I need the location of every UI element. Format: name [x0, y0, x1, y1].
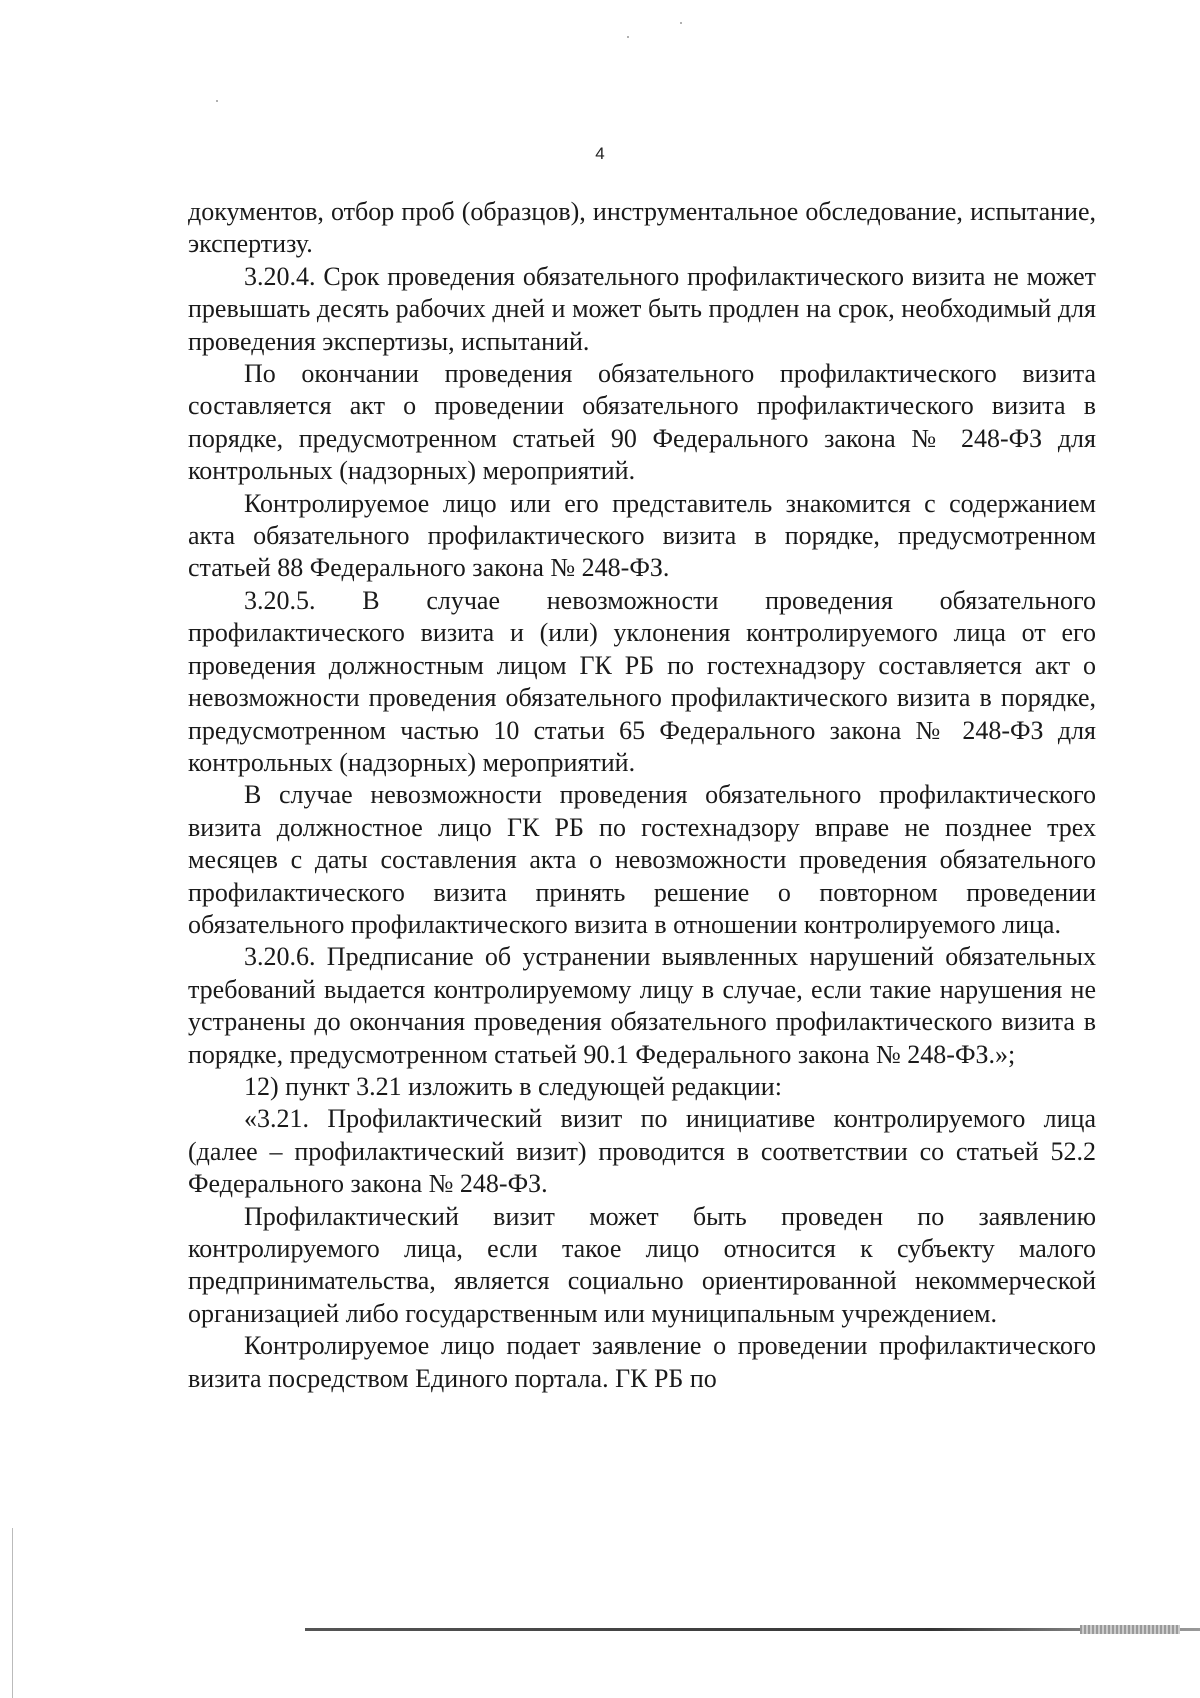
paragraph: По окончании проведения обязательного профилактического визита составляется акт о проведении обязательного профилактического визита в порядке, предусмотренном статьей 90 Федерального закона № 248-ФЗ для контрольных (надзорных) мероприятий.: [188, 359, 1096, 486]
scan-artifact-margin: [12, 1528, 13, 1698]
paragraph: документов, отбор проб (образцов), инструментальное обследование, испытание, экспертизу.: [188, 197, 1096, 259]
paragraph: Контролируемое лицо или его представитель знакомится с содержанием акта обязательного профилактического визита в порядке, предусмотренном статьей 88 Федерального закона № 248-ФЗ.: [188, 488, 1096, 583]
scan-speck: [680, 22, 682, 24]
paragraph: 3.20.4. Срок проведения обязательного профилактического визита не может превышать десять рабочих дней и может быть продлен на срок, необходимый для проведения экспертизы, испытаний.: [188, 261, 1096, 356]
paragraph: 12) пункт 3.21 изложить в следующей редакции:: [244, 1071, 782, 1101]
paragraph: «3.21. Профилактический визит по инициативе контролируемого лица (далее – профилактический визит) проводится в соответствии со статьей 52.2 Федерального закона № 248-ФЗ.: [188, 1104, 1096, 1199]
scan-speck: [216, 100, 218, 102]
scan-speck: [627, 36, 629, 38]
page-number: 4: [595, 144, 605, 163]
paragraph: В случае невозможности проведения обязательного профилактического визита должностное лицо ГК РБ по гостехнадзору вправе не позднее трех месяцев с даты составления акта о невозможности проведения обязательного профилактического визита принять решение о повторном проведении обязательного профилактического визита в отношении контролируемого лица.: [188, 780, 1096, 939]
paragraph: Контролируемое лицо подает заявление о проведении профилактического визита посредством Единого портала. ГК РБ по: [188, 1331, 1096, 1393]
paragraph: 3.20.5. В случае невозможности проведения обязательного профилактического визита и (или) уклонения контролируемого лица от его проведения должностным лицом ГК РБ по гостехнадзору составляется акт о невозможности проведения обязательного профилактического визита в порядке, предусмотренном частью 10 статьи 65 Федерального закона № 248-ФЗ для контрольных (надзорных) мероприятий.: [188, 585, 1096, 777]
paragraph: Профилактический визит может быть проведен по заявлению контролируемого лица, если такое лицо относится к субъекту малого предпринимательства, является социально ориентированной некоммерческой организацией либо государственным или муниципальным учреждением.: [188, 1201, 1096, 1328]
paragraph: 3.20.6. Предписание об устранении выявленных нарушений обязательных требований выдается контролируемому лицу в случае, если такие нарушения не устранены до окончания проведения обязательного профилактического визита в порядке, предусмотренном статьей 90.1 Федерального закона № 248-ФЗ.»;: [188, 942, 1096, 1069]
document-body: [188, 196, 1096, 1395]
scan-artifact-line: [305, 1628, 1200, 1631]
scan-artifact-edge: [1080, 1625, 1180, 1634]
